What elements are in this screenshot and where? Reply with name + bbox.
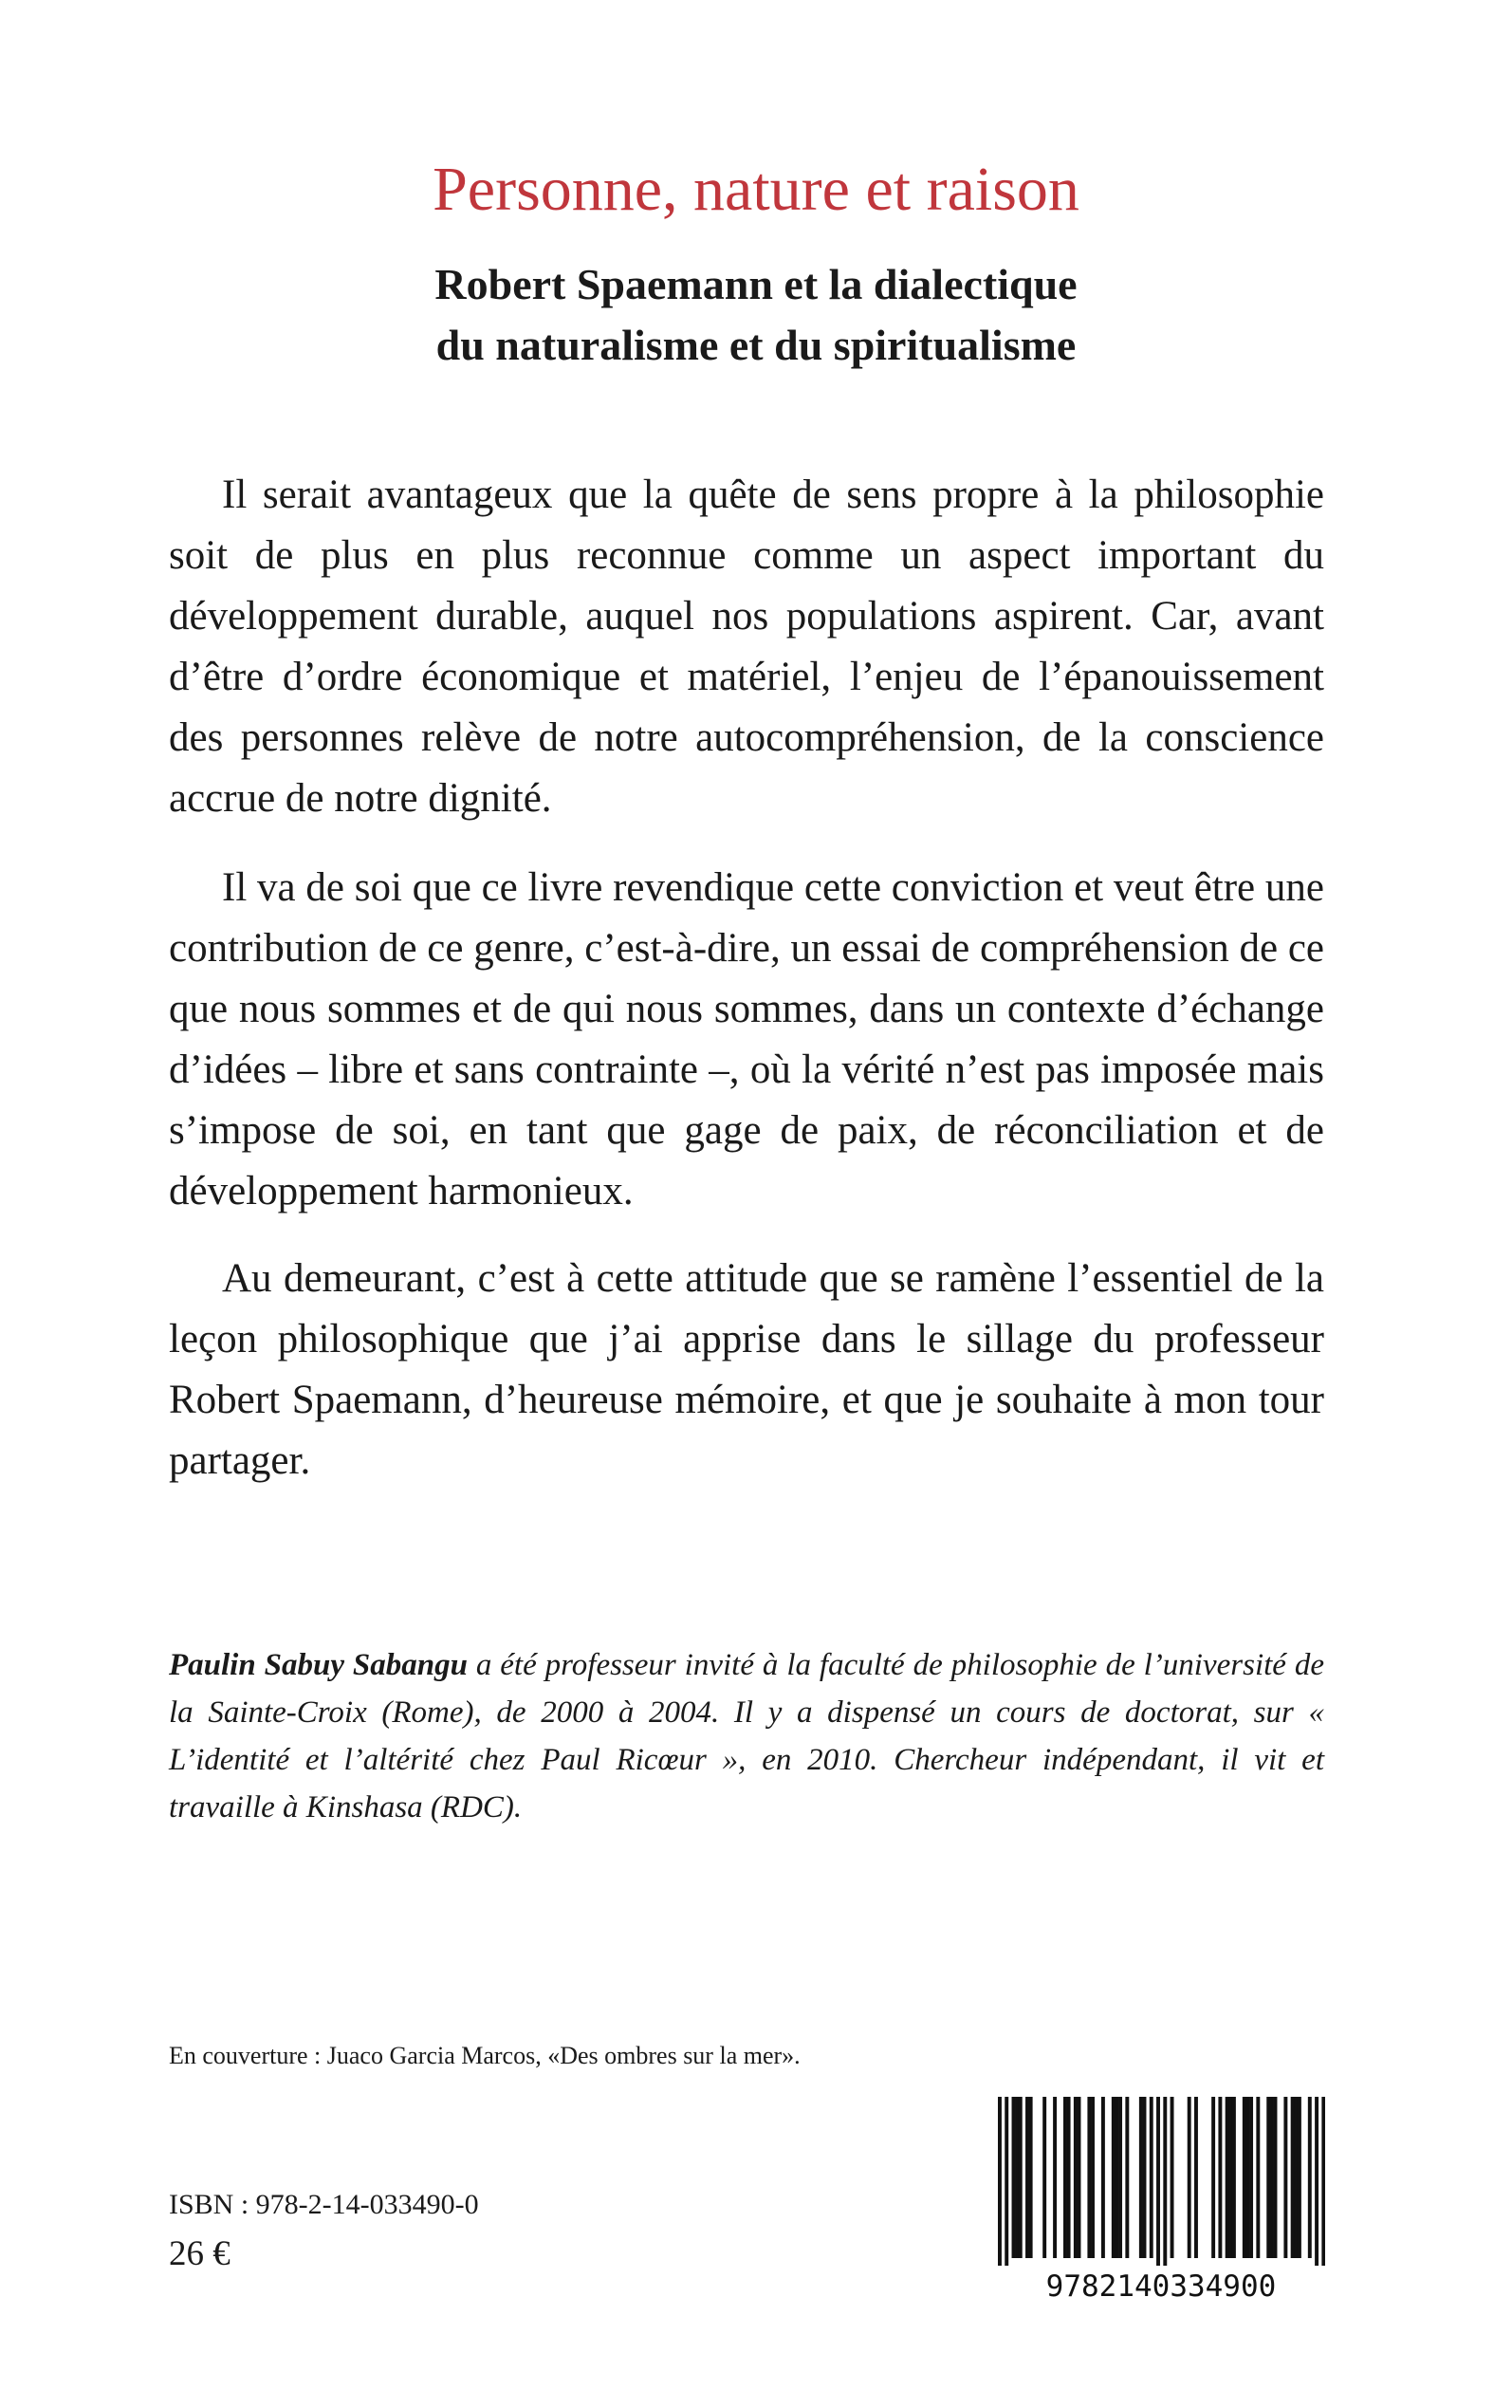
book-subtitle — [0, 254, 1512, 376]
cover-credit: En couverture : Juaco Garcia Marcos, «Des ombres sur la mer». — [169, 2042, 801, 2069]
barcode-bar — [1125, 2097, 1129, 2258]
barcode-bar — [1194, 2097, 1198, 2258]
barcode-bar — [1308, 2097, 1312, 2258]
barcode-bar — [1101, 2097, 1105, 2258]
barcode-bar — [1163, 2097, 1167, 2266]
barcode-bar — [1243, 2097, 1246, 2258]
blurb-paragraph-3: Au demeurant, c’est à cette attitude que se ramène l’essentiel de la leçon philosophique que j’ai apprise dans le sillage du professeur Robert Spaemann, d’heureuse mémoire, et que je souhaite à mon tour partager. — [169, 1256, 1324, 1483]
barcode-bar — [1025, 2097, 1029, 2258]
author-bio — [169, 1641, 1324, 1831]
barcode-bar — [1211, 2097, 1215, 2258]
blurb-paragraph-1: Il serait avantageux que la quête de sens propre à la philosophie soit de plus en plus reconnue comme un aspect important du développement durable, auquel nos populations aspirent. Car, avant d’être d’ordre économique et matériel, l’enjeu de l’épanouissement des personnes relève de notre autocompréhension, de la conscience accrue de notre dignité. — [169, 472, 1324, 821]
author-name: Paulin Sabuy Sabangu — [169, 1648, 468, 1682]
barcode-bar — [1019, 2097, 1023, 2258]
barcode-graphic — [998, 2097, 1325, 2302]
barcode-bar — [1115, 2097, 1118, 2258]
barcode-bar — [1315, 2097, 1318, 2266]
blurb-paragraph-2: Il va de soi que ce livre revendique cette conviction et veut être une contribution de ce genre, c’est-à-dire, un essai de compréhension de ce que nous sommes et de qui nous sommes, dans un contexte d’échange d’idées – libre et sans contrainte –, où la vérité n’est pas imposée mais s’impose de soi, en tant que gage de paix, de réconciliation et de développement harmonieux. — [169, 865, 1324, 1213]
barcode-bar — [1249, 2097, 1253, 2258]
barcode-bar — [1270, 2097, 1274, 2258]
price: 26 € — [169, 2234, 230, 2273]
barcode-bar — [1078, 2097, 1081, 2258]
barcode-bar — [1087, 2097, 1091, 2258]
book-title: Personne, nature et raison — [433, 155, 1079, 224]
barcode-bar — [1291, 2097, 1295, 2258]
barcode-bar — [1188, 2097, 1191, 2258]
barcode-bar — [1063, 2097, 1067, 2258]
barcode-digits: 9782140334900 — [1045, 2269, 1277, 2302]
barcode-bar — [1245, 2097, 1249, 2258]
barcode-bar — [1005, 2097, 1008, 2266]
barcode-bar — [1067, 2097, 1071, 2258]
barcode-bar — [1156, 2097, 1160, 2266]
barcode-bar — [1091, 2097, 1095, 2258]
barcode-bar — [1294, 2097, 1298, 2258]
subtitle-line-1: Robert Spaemann et la dialectique — [434, 260, 1078, 308]
barcode-bar — [1171, 2097, 1174, 2258]
barcode-bar — [1274, 2097, 1278, 2258]
barcode-bar — [1074, 2097, 1078, 2258]
barcode-bar — [1232, 2097, 1236, 2258]
barcode-bar — [1139, 2097, 1143, 2258]
barcode-bar — [1266, 2097, 1270, 2258]
barcode-bar — [1118, 2097, 1122, 2258]
barcode-bar — [1256, 2097, 1260, 2258]
barcode-bar — [998, 2097, 1002, 2266]
barcode — [998, 2097, 1325, 2302]
barcode-bar — [1112, 2097, 1116, 2258]
subtitle-line-2: du naturalisme et du spiritualisme — [435, 321, 1077, 369]
barcode-bar — [1283, 2097, 1287, 2258]
author-bio-text: a été professeur invité à la faculté de philosophie de l’université de la Sainte-Croix (Rome), de 2000 à 2004. Il y a dispensé un cours de doctorat, sur « L’identité et l’altérité chez Paul Ricœur », en 2010. Chercheur indépendant, il vit et travaille à Kinshasa (RDC). — [169, 1648, 1324, 1825]
barcode-bar — [1042, 2097, 1046, 2258]
barcode-bar — [1228, 2097, 1232, 2258]
barcode-bar — [1150, 2097, 1153, 2258]
barcode-bar — [1053, 2097, 1057, 2258]
barcode-bar — [1012, 2097, 1016, 2258]
barcode-bar — [1226, 2097, 1229, 2258]
barcode-bar — [1321, 2097, 1325, 2266]
barcode-bar — [1029, 2097, 1033, 2258]
barcode-bar — [1218, 2097, 1222, 2258]
barcode-bar — [1298, 2097, 1301, 2258]
isbn: ISBN : 978-2-14-033490-0 — [169, 2189, 479, 2220]
barcode-bar — [1015, 2097, 1019, 2258]
barcode-bar — [1143, 2097, 1147, 2258]
